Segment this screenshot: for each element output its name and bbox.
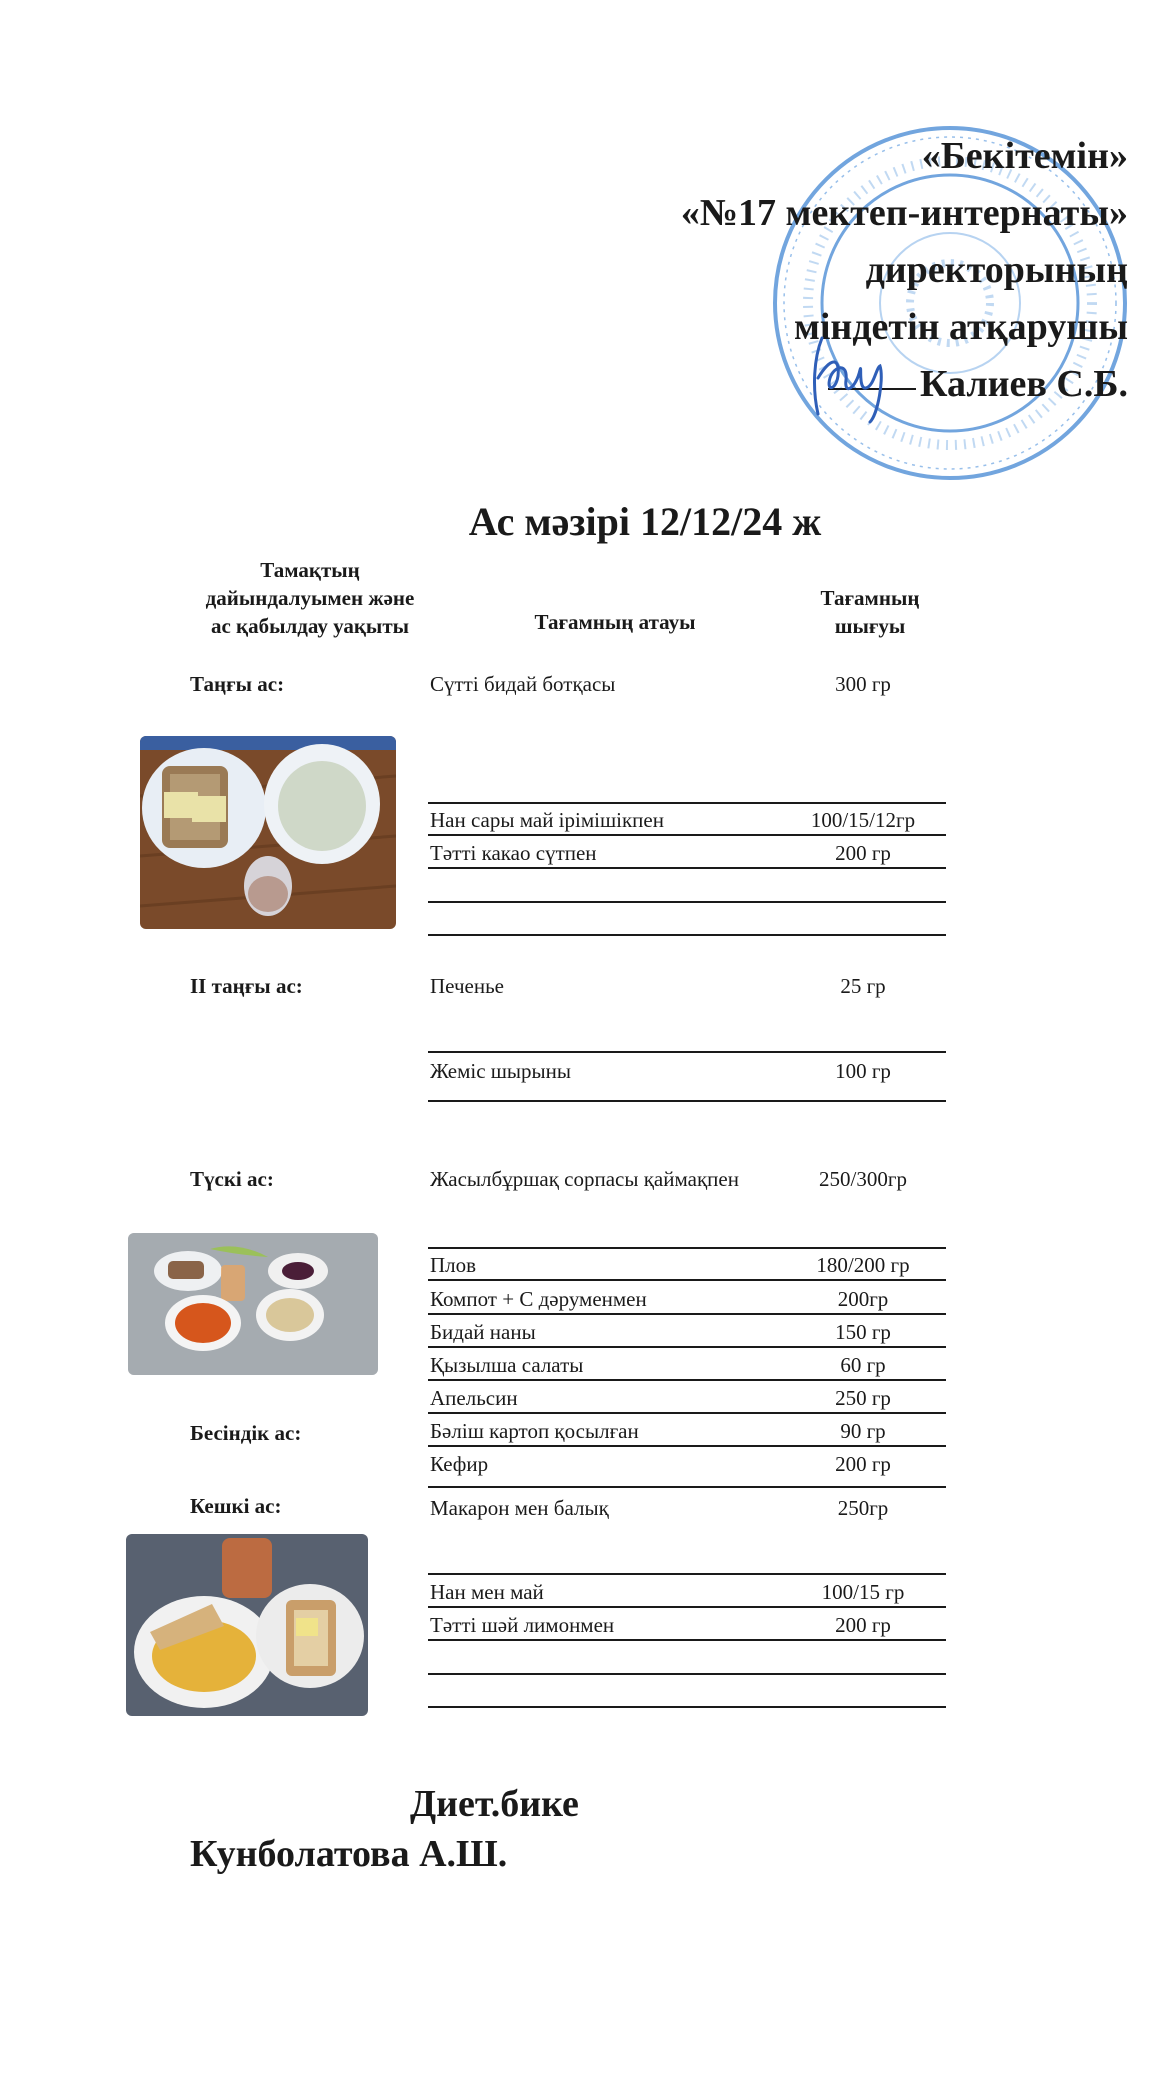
item-amount: 90 гр — [840, 1419, 886, 1443]
menu-item — [428, 1318, 946, 1348]
section-lunch: Түскі ас: — [190, 1167, 274, 1191]
item-amount: 200 гр — [835, 1613, 891, 1637]
item-name: Апельсин — [430, 1386, 518, 1410]
item-name: Нан мен май — [430, 1580, 544, 1604]
menu-item — [428, 806, 946, 836]
item-amount: 150 гр — [835, 1320, 891, 1344]
table-rule — [428, 1673, 946, 1675]
menu-item — [428, 1417, 946, 1447]
item-name: Тәтті шәй лимонмен — [430, 1613, 615, 1637]
column-header-yield: Тағамның шығуы — [820, 586, 920, 638]
director-name: Калиев С.Б. — [919, 363, 1128, 405]
menu-item — [428, 1165, 946, 1195]
dietitian-name: Кунболатова А.Ш. — [190, 1833, 508, 1875]
menu-item — [428, 670, 946, 700]
approval-line-3: директорының — [865, 249, 1128, 291]
menu-title: Ас мәзірі 12/12/24 ж — [468, 499, 822, 544]
table-rule — [428, 802, 946, 804]
item-amount: 100/15/12гр — [810, 808, 916, 832]
item-amount: 180/200 гр — [816, 1253, 910, 1277]
item-amount: 300 гр — [835, 672, 891, 696]
table-rule — [428, 1247, 946, 1249]
section-snack: Бесіндік ас: — [190, 1421, 302, 1445]
section-breakfast: Таңғы ас: — [190, 672, 285, 696]
item-name: Печенье — [430, 974, 504, 998]
lunch-photo — [128, 1233, 378, 1375]
menu-item — [428, 972, 946, 1002]
table-rule — [428, 934, 946, 936]
table-rule — [428, 1573, 946, 1575]
approval-line-2: «№17 мектеп-интернаты» — [680, 192, 1128, 234]
table-rule — [428, 1706, 946, 1708]
item-name: Нан сары май ірімішікпен — [430, 808, 664, 832]
menu-item — [428, 1251, 946, 1281]
item-name: Бәліш картоп қосылған — [430, 1419, 639, 1443]
table-rule — [428, 1051, 946, 1053]
item-amount: 25 гр — [840, 974, 886, 998]
item-amount: 200гр — [837, 1287, 889, 1311]
item-name: Тәтті какао сүтпен — [430, 841, 597, 865]
menu-item — [428, 1384, 946, 1414]
item-amount: 200 гр — [835, 1452, 891, 1476]
approval-line-4: міндетін атқарушы — [793, 306, 1128, 348]
menu-item — [428, 1578, 946, 1608]
menu-item — [428, 1285, 946, 1315]
item-name: Бидай наны — [430, 1320, 536, 1344]
menu-item — [428, 1057, 946, 1102]
item-amount: 60 гр — [840, 1353, 886, 1377]
item-amount: 100 гр — [835, 1059, 891, 1083]
dinner-photo — [126, 1534, 368, 1716]
item-name: Плов — [430, 1253, 477, 1277]
item-name: Сүтті бидай ботқасы — [430, 672, 616, 696]
item-name: Кефир — [430, 1452, 489, 1476]
column-header-time: Тамақтың дайындалуымен және ас қабылдау уақыты — [205, 558, 415, 638]
approval-line-1: «Бекітемін» — [921, 135, 1128, 177]
menu-item — [428, 1494, 946, 1524]
item-amount: 200 гр — [835, 841, 891, 865]
handwritten-signature — [800, 318, 910, 428]
column-header-name: Тағамның атауы — [534, 610, 696, 634]
item-amount: 250 гр — [835, 1386, 891, 1410]
dietitian-title: Диет.бике — [410, 1783, 579, 1825]
section-dinner: Кешкі ас: — [190, 1494, 282, 1518]
breakfast-photo — [140, 736, 396, 929]
section-second-breakfast: ІІ таңғы ас: — [190, 974, 303, 998]
item-amount: 250гр — [837, 1496, 889, 1520]
item-amount: 100/15 гр — [821, 1580, 905, 1604]
item-amount: 250/300гр — [819, 1167, 907, 1191]
item-name: Макарон мен балық — [430, 1496, 609, 1520]
menu-item — [428, 1351, 946, 1381]
menu-item — [428, 1450, 946, 1488]
item-name: Компот + С дәруменмен — [430, 1287, 647, 1311]
table-rule — [428, 901, 946, 903]
menu-item — [428, 1611, 946, 1641]
menu-item — [428, 839, 946, 869]
item-name: Жасылбұршақ сорпасы қаймақпен — [430, 1167, 739, 1191]
item-name: Қызылша салаты — [430, 1353, 584, 1377]
item-name: Жеміс шырыны — [430, 1059, 572, 1083]
